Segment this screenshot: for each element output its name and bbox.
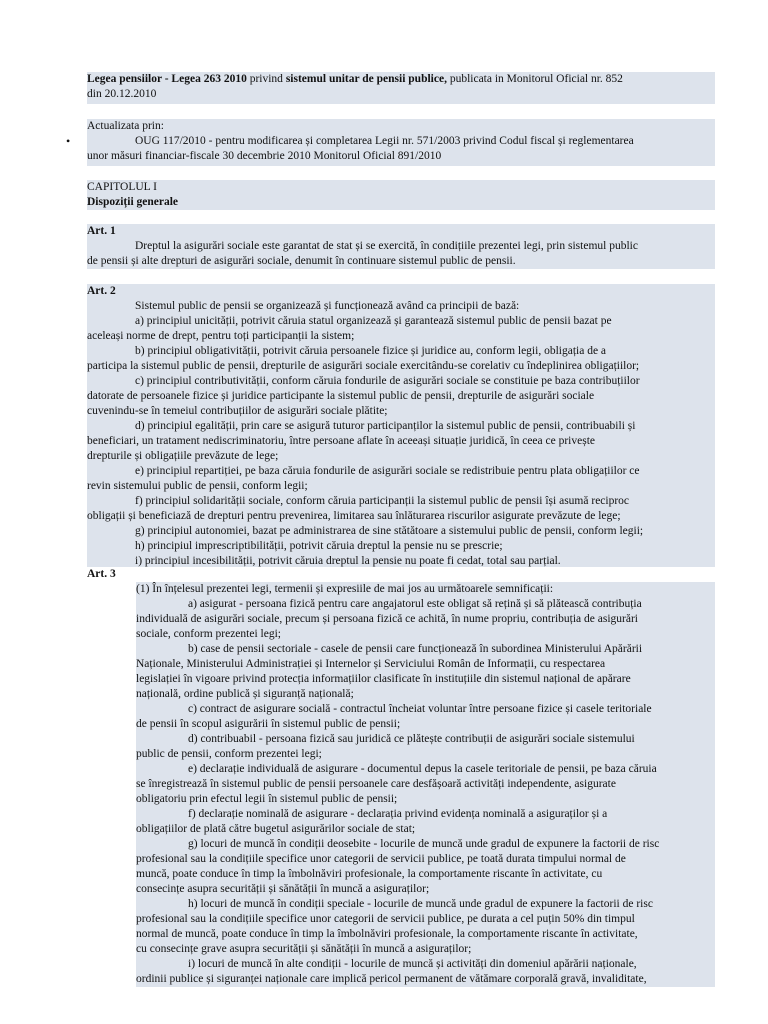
- law-title-bold: Legea pensiilor - Legea 263 2010: [87, 73, 247, 85]
- article-3-heading: Art. 3: [87, 568, 116, 580]
- article-2-line: revin sistemului public de pensii, conform legii;: [87, 480, 308, 492]
- chapter-title: Dispoziții generale: [87, 196, 179, 208]
- article-3-line: profesional sau la condițiile specifice unor categorii de servicii publice, pe toată durata timpului normal de: [136, 853, 626, 865]
- article-3-line: obligațiilor de plată către bugetul asigurărilor sociale de stat;: [136, 823, 416, 835]
- updated-by-section: [87, 119, 715, 166]
- article-2-line: i) principiul incesibilității, potrivit căruia dreptul la pensie nu poate fi cedat, total sau parțial.: [135, 555, 561, 567]
- article-2-line: aceleași norme de drept, pentru toți participanții la sistem;: [87, 330, 355, 342]
- article-3-line: profesional sau la condițiile specifice unor categorii de servicii publice, pe durata a cel puțin 50% din timpul: [136, 913, 635, 925]
- article-3-line: (1) În înțelesul prezentei legi, termenii și expresiile de mai jos au următoarele semnificații:: [136, 583, 554, 595]
- article-2-line: cuvenindu-se în temeiul contribuțiilor de asigurări sociale plătite;: [87, 405, 388, 417]
- law-title-mid: privind: [246, 73, 286, 85]
- chapter-heading: [87, 180, 715, 210]
- article-3-line: de pensii în scopul asigurării în sistemul public de pensii;: [136, 718, 401, 730]
- article-3-line: normal de muncă, poate conduce în timp la îmbolnăviri profesionale, la comportamente riscante în activitate,: [136, 928, 638, 940]
- article-3-line: individuală de asigurări sociale, precum și persoana fizică ce achită, în nume propriu, contribuția de asigurări: [136, 613, 638, 625]
- updated-by-item-line-1: OUG 117/2010 - pentru modificarea și completarea Legii nr. 571/2003 privind Codul fiscal și reglementarea: [135, 135, 634, 147]
- article-2-line: a) principiul unicității, potrivit căruia statul organizează și garantează sistemul public de pensii bazat pe: [135, 315, 612, 327]
- article-3-line: cu consecințe grave asupra securității și sănătății în muncă a asiguraților;: [136, 943, 472, 955]
- chapter-number: CAPITOLUL I: [87, 181, 157, 193]
- article-3-line: consecințe asupra securității și sănătății în muncă a asiguraților;: [136, 883, 430, 895]
- article-2-line: participa la sistemul public de pensii, drepturile de asigurări sociale exercitându-se corelativ cu îndeplinirea obligațiilor;: [87, 360, 640, 372]
- article-3-line: h) locuri de muncă în condiții speciale - locurile de muncă unde gradul de expunere la factorii de risc: [188, 898, 653, 910]
- article-2-line: obligații și beneficiază de drepturi pentru prevenirea, limitarea sau înlăturarea riscurilor asigurate prevăzute de lege;: [87, 510, 621, 522]
- updated-by-label: Actualizata prin:: [87, 120, 164, 132]
- article-3-line: muncă, poate conduce în timp la îmbolnăviri profesionale, la comportamente riscante în activitate, cu: [136, 868, 603, 880]
- article-2-line: e) principiul repartiției, pe baza căruia fondurile de asigurări sociale se redistribuie pentru plata obligațiilor ce: [135, 465, 640, 477]
- article-3-line: g) locuri de muncă în condiții deosebite - locurile de muncă unde gradul de expunere la factorii de risc: [188, 838, 660, 850]
- article-3-line: se înregistrează în sistemul public de pensii persoanele care desfășoară activități independente, asigurate: [136, 778, 616, 790]
- bullet-icon: •: [66, 134, 71, 148]
- article-3-line: sociale, conform prezentei legi;: [136, 628, 281, 640]
- article-2-line: g) principiul autonomiei, bazat pe administrarea de sine stătătoare a sistemului public de pensii, conform legii;: [135, 525, 644, 537]
- article-1-line: de pensii și alte drepturi de asigurări sociale, denumit în continuare sistemul public de pensii.: [87, 255, 516, 267]
- article-3-line: a) asigurat - persoana fizică pentru care angajatorul este obligat să rețină și să plătească contribuția: [188, 598, 642, 610]
- article-2-line: drepturile și obligațiile prevăzute de lege;: [87, 450, 279, 462]
- article-2-line: f) principiul solidarității sociale, conform căruia participanții la sistemul public de pensii își asumă reciproc: [135, 495, 630, 507]
- law-title-line-1: [87, 72, 715, 87]
- article-1: [87, 224, 715, 269]
- article-2-line: datorate de persoanele fizice și juridice participante la sistemul public de pensii, drepturile de asigurări sociale: [87, 390, 595, 402]
- updated-by-item-line-2: unor măsuri financiar-fiscale 30 decembrie 2010 Monitorul Oficial 891/2010: [87, 150, 442, 162]
- law-title: [87, 72, 715, 104]
- law-title-line-2: din 20.12.2010: [87, 88, 157, 100]
- article-3-line: ordinii publice și siguranței naționale care implică pericol permanent de vătămare corporală gravă, invaliditate,: [136, 973, 647, 985]
- article-3-line: Naționale, Ministerului Administrației și Internelor și Serviciului Român de Informații, cu respectarea: [136, 658, 606, 670]
- law-title-rest: publicata in Monitorul Oficial nr. 852: [446, 73, 623, 85]
- article-2-line: h) principiul imprescriptibilității, potrivit căruia dreptul la pensie nu se prescrie;: [135, 540, 503, 552]
- article-3-line: b) case de pensii sectoriale - casele de pensii care funcționează în subordinea Ministerului Apărării: [188, 643, 643, 655]
- article-1-line: Dreptul la asigurări sociale este garantat de stat și se exercită, în condițiile prezentei legi, prin sistemul public: [135, 240, 638, 252]
- article-2-line: beneficiari, un tratament nediscriminatoriu, între persoane aflate în aceeași situație juridică, în ceea ce privește: [87, 435, 595, 447]
- article-2-line: c) principiul contributivității, conform căruia fondurile de asigurări sociale se constituie pe baza contribuțiilor: [135, 375, 640, 387]
- article-2-line: d) principiul egalității, prin care se asigură tuturor participanților la sistemul public de pensii, contribuabili și: [135, 420, 636, 432]
- article-3-line: public de pensii, conform prezentei legi;: [136, 748, 322, 760]
- article-3-heading-row: [87, 567, 147, 582]
- article-3-line: legislației în vigoare privind protecția informațiilor clasificate în instituțiile din sistemul național de apărare: [136, 673, 631, 685]
- article-3-line: i) locuri de muncă în alte condiții - locurile de muncă și activități din domeniul apărării naționale,: [188, 958, 637, 970]
- article-2-heading: Art. 2: [87, 285, 116, 297]
- law-title-bold-2: sistemul unitar de pensii publice,: [285, 73, 447, 85]
- article-2: [87, 284, 715, 567]
- article-2-line: Sistemul public de pensii se organizează și funcționează având ca principii de bază:: [135, 300, 520, 312]
- article-3-line: d) contribuabil - persoana fizică sau juridică ce plătește contribuții de asigurări sociale sistemului: [188, 733, 635, 745]
- article-3-line: c) contract de asigurare socială - contractul încheiat voluntar între persoane fizice și casele teritoriale: [188, 703, 652, 715]
- article-1-heading: Art. 1: [87, 225, 116, 237]
- article-3-line: e) declarație individuală de asigurare - documentul depus la casele teritoriale de pensii, pe baza căruia: [188, 763, 657, 775]
- article-2-line: b) principiul obligativității, potrivit căruia persoanele fizice și juridice au, conform legii, obligația de a: [135, 345, 607, 357]
- article-3-line: obligatoriu prin efectul legii în sistemul public de pensii;: [136, 793, 398, 805]
- article-3: [136, 582, 715, 987]
- article-3-line: f) declarație nominală de asigurare - declarația privind evidența nominală a asiguraților și a: [188, 808, 608, 820]
- article-3-line: națională, ordine publică și siguranță națională;: [136, 688, 354, 700]
